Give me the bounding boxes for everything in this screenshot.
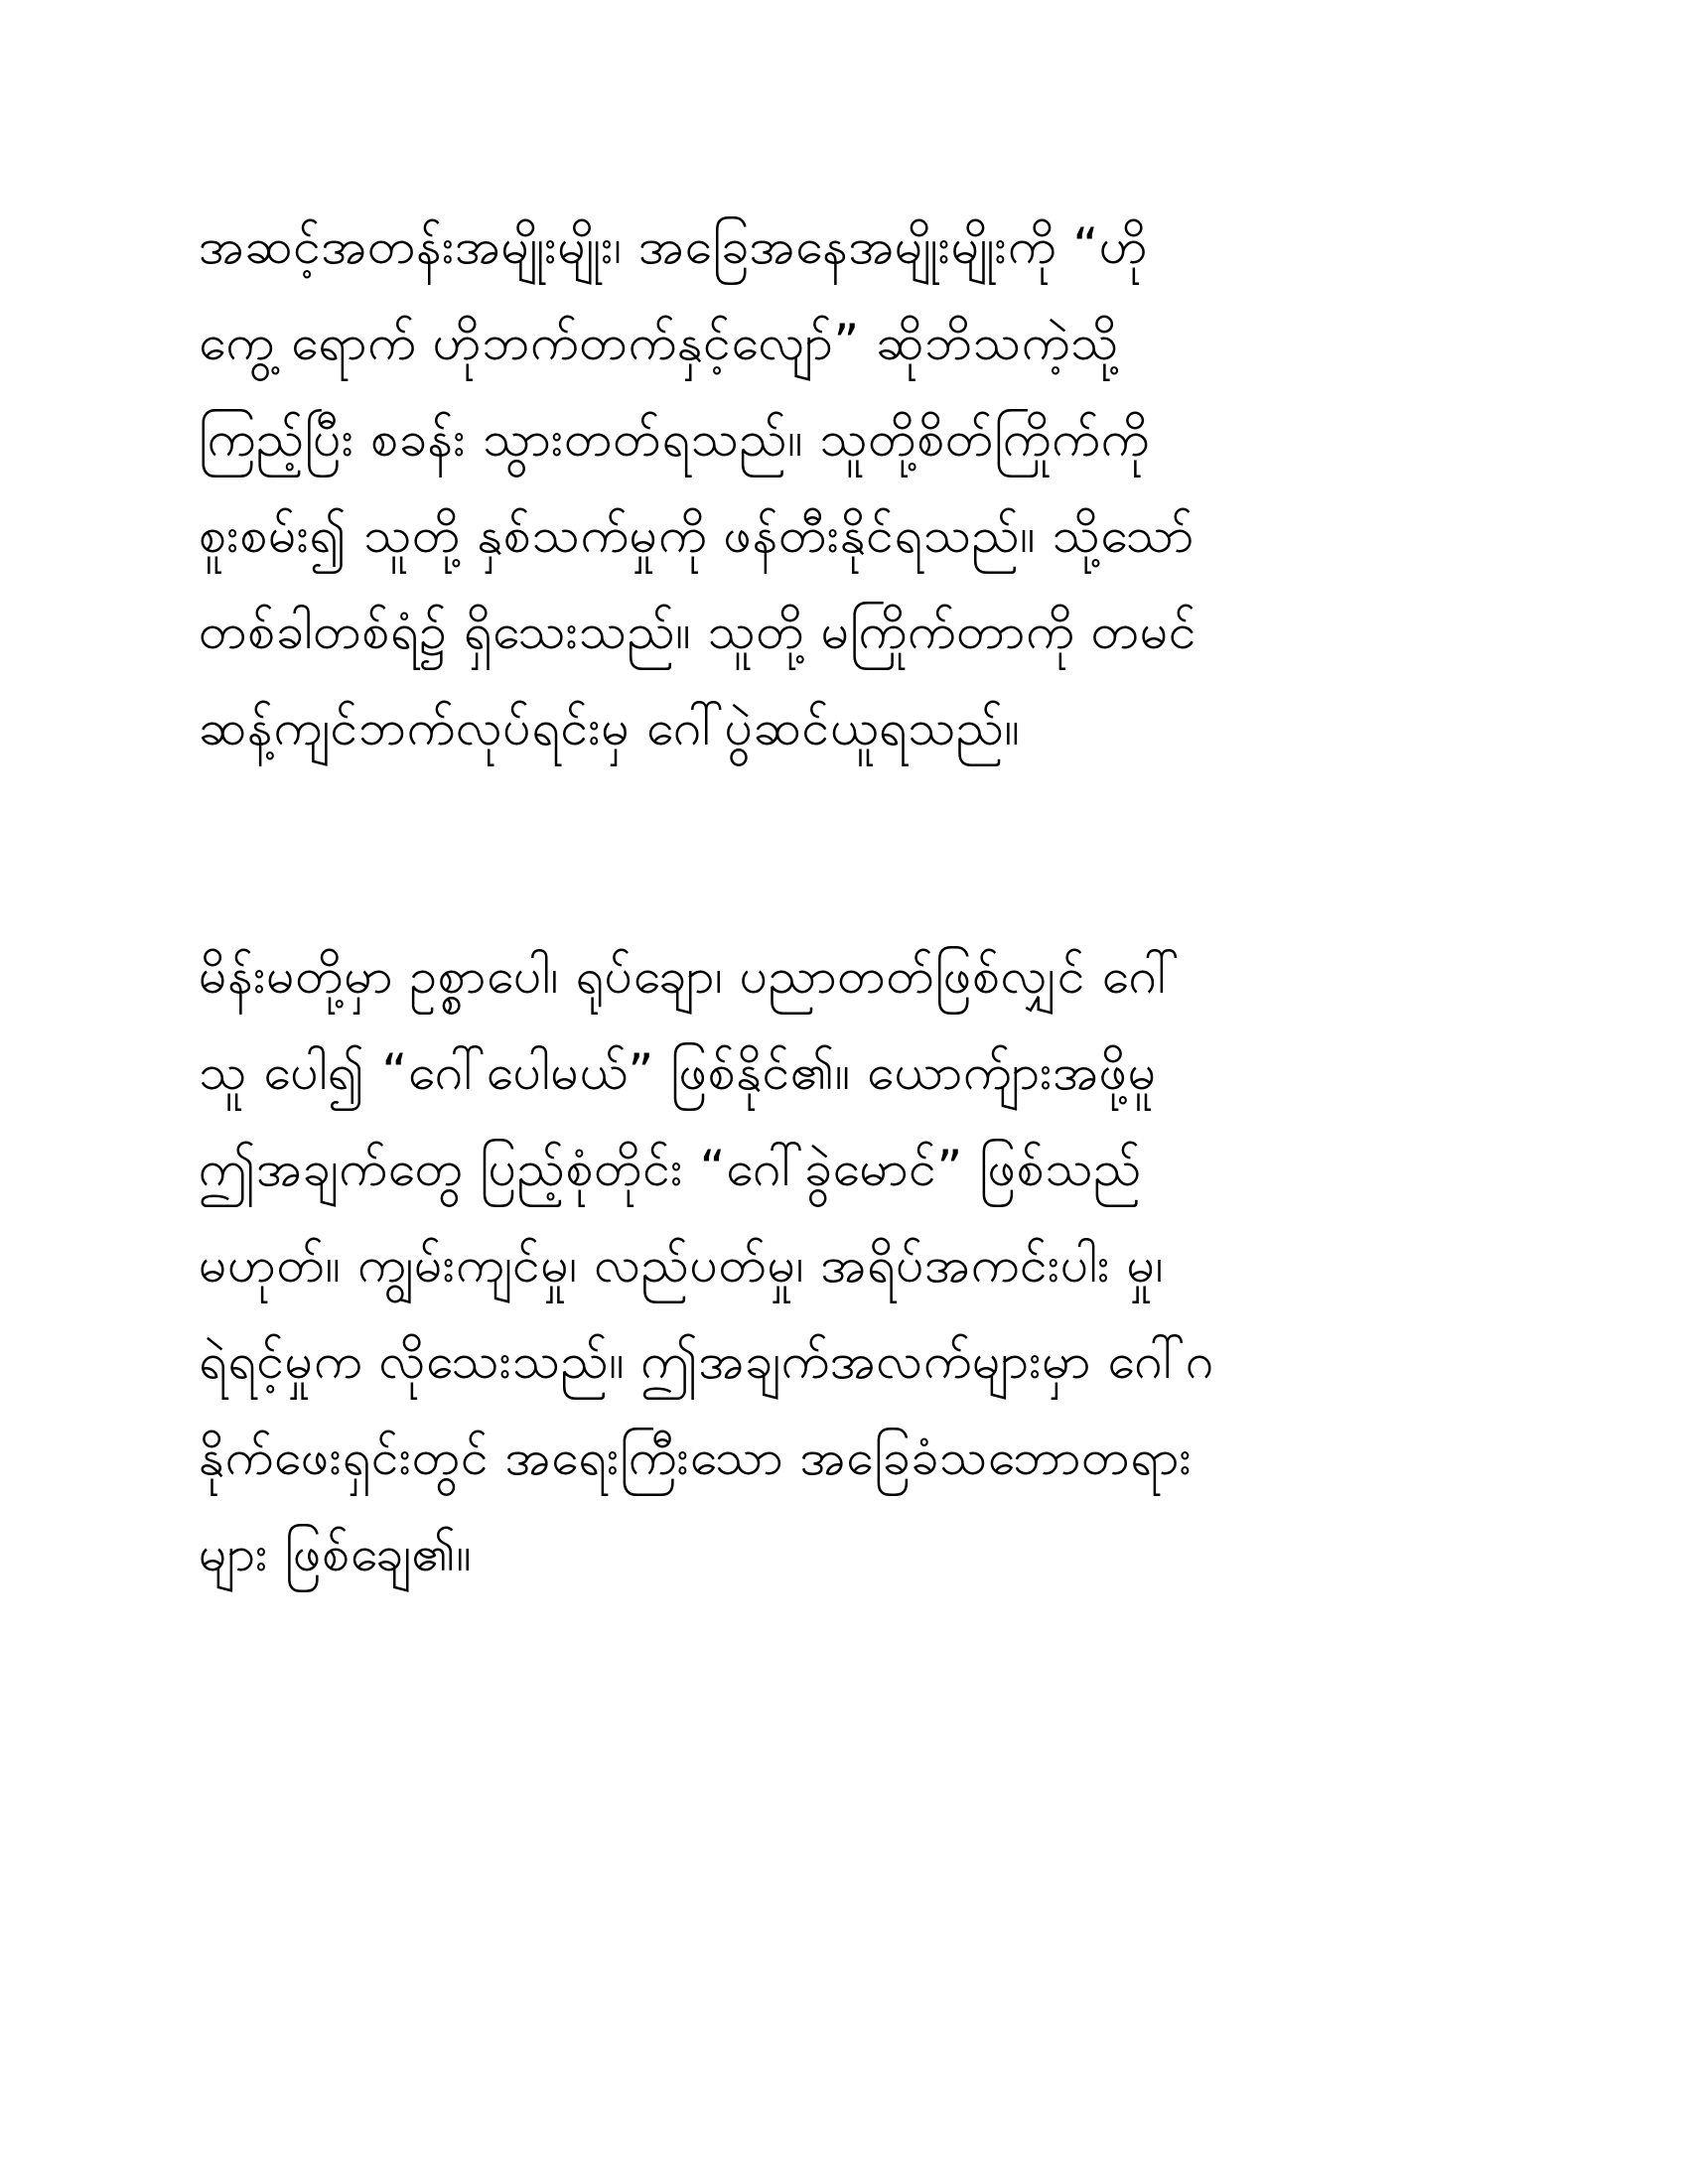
paragraph-1	[199, 199, 1489, 776]
paragraph-line: စူးစမ်း၍ သူတို့ နှစ်သက်မှုကို ဖန်တီးနိုင်ရသည်။ သို့သော်	[199, 506, 1195, 564]
paragraph-line: ဆန့်ကျင်ဘက်လုပ်ရင်းမှ ဂေါ်ပွဲဆင်ယူရသည်။	[199, 699, 1021, 756]
paragraph-line: မိန်းမတို့မှာ ဥစ္စာပေါ၊ ရုပ်ချော၊ ပညာတတ်ဖြစ်လျှင် ဂေါ်	[199, 947, 1181, 1005]
paragraph-line: ဤအချက်တွေ ပြည့်စုံတိုင်း “ဂေါ်ခွဲမောင်” ဖြစ်သည်	[199, 1140, 1142, 1197]
paragraph-line: သူ ပေါ၍ “ဂေါ်ပေါမယ်” ဖြစ်နိုင်၏။ ယောက်ျားအဖို့မူ	[199, 1043, 1157, 1101]
paragraph-line: အဆင့်အတန်းအမျိုးမျိုး၊ အခြေအနေအမျိုးမျိုးကို “ဟို	[199, 217, 1149, 275]
paragraph-line: ကွေ့ ရောက် ဟိုဘက်တက်နှင့်လျော်” ဆိုဘိသကဲ့သို့	[199, 314, 1119, 371]
paragraph-line: တစ်ခါတစ်ရံ၌ ရှိသေးသည်။ သူတို့ မကြိုက်တာကို တမင်	[199, 603, 1197, 660]
paragraph-line: မဟုတ်။ ကျွမ်းကျင်မှု၊ လည်ပတ်မှု၊ အရိပ်အကင်းပါး မှု၊	[199, 1236, 1165, 1294]
paragraph-line: ကြည့်ပြီး စခန်း သွားတတ်ရသည်။ သူတို့စိတ်ကြိုက်ကို	[199, 410, 1150, 468]
paragraph-line: ရဲရင့်မှုက လိုသေးသည်။ ဤအချက်အလက်များမှာ ဂေါ်ဂ	[199, 1332, 1215, 1390]
paragraph-line: များ ဖြစ်ချေ၏။	[199, 1525, 473, 1582]
paragraph-line: နိုက်ဖေးရှင်းတွင် အရေးကြီးသော အခြေခံသဘောတရား	[199, 1429, 1193, 1486]
paragraph-2	[199, 928, 1489, 1602]
